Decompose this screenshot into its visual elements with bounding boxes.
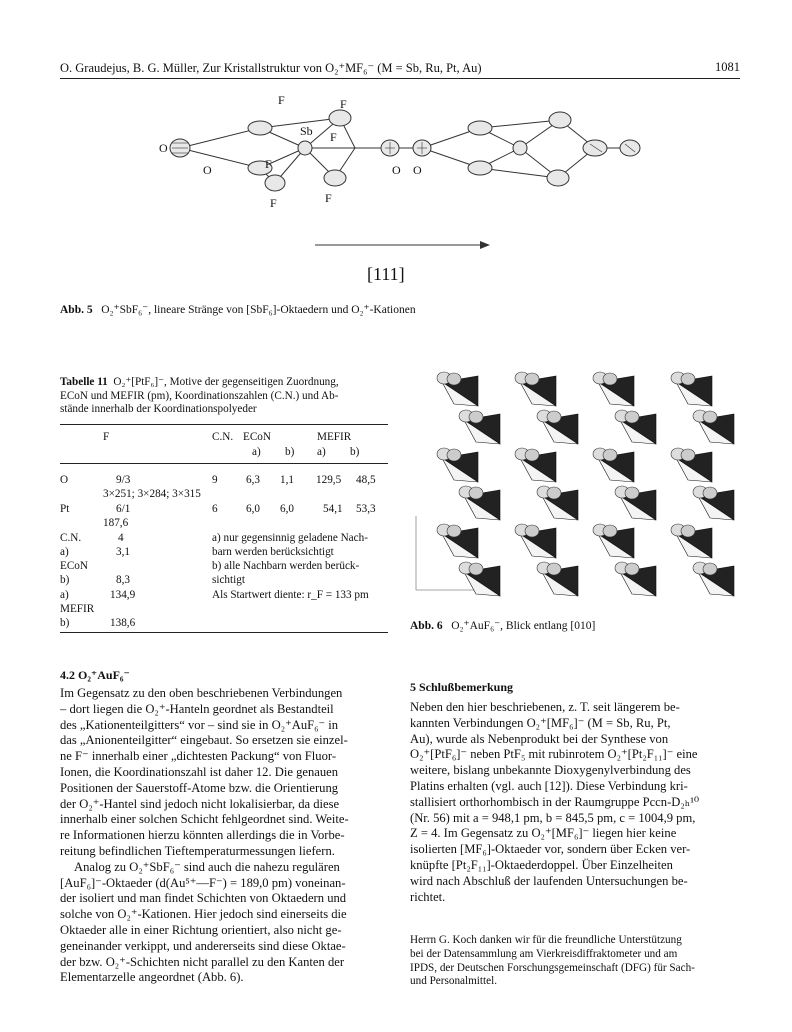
atom-label: F [330, 130, 337, 144]
octahedron-unit [615, 410, 656, 444]
row-label: a) [60, 589, 69, 601]
text-line: weitere, bislang unbekannte Dioxygenylverbindung des [410, 763, 691, 778]
octahedron-unit [515, 448, 556, 482]
octahedron-unit [437, 448, 478, 482]
col-header-mefir: MEFIR [317, 431, 352, 443]
octahedron-unit [537, 562, 578, 596]
text-line: der O₂⁺-Hantel sind jedoch nicht lokalisierbar, da diese [60, 796, 340, 811]
text-line: Platins erhalten (vgl. auch [12]). Diese Verbindung kri- [410, 778, 688, 793]
atom-label: F [265, 157, 272, 171]
cell-f: 134,9 [110, 589, 136, 601]
col-header-mefir-a: a) [317, 446, 326, 458]
caption-text: O₂⁺AuF₆⁻, Blick entlang [010] [451, 620, 596, 632]
text-line: Z = 4. Im Gegensatz zu O₂⁺[MF₆]⁻ liegen hier keine [410, 826, 677, 841]
text-line: [AuF₆]⁻-Oktaeder (d(Au⁵⁺—F⁻) = 189,0 pm) voneinan- [60, 875, 346, 890]
octahedron-unit [459, 486, 500, 520]
text-line: O₂⁺[PtF₆]⁻ neben PtF₅ mit rubinrotem O₂⁺[Pt₂F₁₁]⁻ eine [410, 747, 698, 762]
octahedron-unit [537, 486, 578, 520]
page-number: 1081 [715, 60, 740, 74]
cell-econ-a: 6,3 [246, 474, 260, 486]
text-line: reitung befindlichen Tieftemperaturmessungen liefern. [60, 843, 335, 858]
text-line: der isoliert und man findet Schichten von Oktaedern und [60, 891, 347, 906]
running-header [60, 60, 740, 76]
row-label: Pt [60, 503, 70, 515]
cell-cn: 6 [212, 503, 218, 515]
text-line: knüpfte [Pt₂F₁₁]-Oktaederdoppel. Über Einzelheiten [410, 857, 673, 872]
col-header-econ-b: b) [285, 446, 295, 458]
atom-label: O [203, 163, 212, 177]
caption-line: O₂⁺[PtF₆]⁻, Motive der gegenseitigen Zuordnung, [113, 376, 339, 388]
octahedron-unit [515, 524, 556, 558]
octahedron-unit [615, 486, 656, 520]
atom-label: F [340, 97, 347, 111]
table-11-caption [60, 376, 390, 417]
row-label: O [60, 474, 69, 486]
text-line: geneinander verkippt, und andererseits sind diese Oktae- [60, 938, 346, 953]
cell-f: 9/3 [116, 474, 131, 486]
octahedron-unit [693, 410, 734, 444]
table-footnote: barn werden berücksichtigt [212, 546, 334, 558]
ack-line: und Personalmittel. [410, 975, 498, 988]
text-line: – dort liegen die O₂⁺-Hanteln geordnet als Bestandteil [60, 701, 334, 716]
octahedron-unit [671, 448, 712, 482]
text-line: innerhalb einer solchen Schicht fehlgeordnet sind. Weite- [60, 812, 349, 827]
text-line: Positionen der Sauerstoff-Atome bzw. die Orientierung [60, 780, 339, 795]
figure-5-structure [140, 88, 660, 288]
atom-label: F [325, 191, 332, 205]
cell-mefir-b: 53,3 [356, 503, 376, 515]
table-top-rule [60, 424, 388, 425]
col-header-econ-a: a) [252, 446, 261, 458]
text-line: stallisiert orthorhombisch in der Raumgruppe Pccn-D₂ₕ¹⁰ [410, 794, 700, 809]
octahedron-unit [593, 448, 634, 482]
octahedron-unit [593, 372, 634, 406]
row-label: ECoN [60, 560, 88, 572]
octahedron-unit [693, 486, 734, 520]
cell-f: 4 [118, 532, 124, 544]
caption-line: ECoN und MEFIR (pm), Koordinationszahlen (C.N.) und Ab- [60, 389, 339, 402]
header-rule [60, 78, 740, 79]
octahedron-unit [593, 524, 634, 558]
cell-f: 3×251; 3×284; 3×315 [103, 488, 201, 500]
text-line: solche von O₂⁺-Kationen. Hier jedoch sind einerseits die [60, 907, 347, 922]
text-line: re Informationen hierzu könnten allerdings die in Vorbe- [60, 828, 345, 843]
caption-line: stände innerhalb der Koordinationspolyeder [60, 403, 257, 415]
text-line: Elementarzelle angeordnet (Abb. 6). [60, 970, 244, 985]
cell-econ-b: 1,1 [280, 474, 294, 486]
text-line: richtet. [410, 889, 446, 904]
atom-label: Sb [300, 124, 313, 138]
octahedron-unit [515, 372, 556, 406]
atom-label: F [278, 93, 285, 107]
cell-mefir-a: 129,5 [316, 474, 342, 486]
atom-label: F [270, 196, 277, 210]
text-line: Ionen, die Koordinationszahl ist daher 12. Die genauen [60, 764, 339, 779]
col-header-mefir-b: b) [350, 446, 360, 458]
ack-line: IPDS, der Deutschen Forschungsgemeinschaft (DFG) für Sach- [410, 961, 695, 974]
atom-label: O [413, 163, 422, 177]
row-label: b) [60, 574, 70, 586]
figure-6-caption [410, 618, 595, 632]
row-label: a) [60, 546, 69, 558]
table-footnote: sichtigt [212, 574, 245, 586]
text-line: das „Anionenteilgitter“ eingebaut. So ersetzen sie einzel- [60, 733, 348, 748]
cell-econ-b: 6,0 [280, 503, 294, 515]
caption-text: O₂⁺SbF₆⁻, lineare Stränge von [SbF₆]-Oktaedern und O₂⁺-Kationen [101, 304, 416, 316]
table-footnote: a) nur gegensinnig geladene Nach- [212, 532, 368, 544]
text-line: Au), wurde als Nebenprodukt bei der Synthese von [410, 731, 669, 746]
figure-6-structure [412, 366, 740, 606]
running-title: O. Graudejus, B. G. Müller, Zur Kristallstruktur von O₂⁺MF₆⁻ (M = Sb, Ru, Pt, Au) [60, 61, 482, 75]
octahedron-unit [671, 524, 712, 558]
figure-6-drawing [412, 366, 740, 606]
col-header-f: F [103, 431, 110, 443]
text-line: des „Kationenteilgitters“ vor – sind sie in O₂⁺AuF₆⁻ in [60, 717, 339, 732]
cell-mefir-b: 48,5 [356, 474, 376, 486]
octahedron-unit [693, 562, 734, 596]
figure-5-caption [60, 302, 416, 316]
ack-line: Herrn G. Koch danken wir für die freundliche Unterstützung [410, 934, 682, 946]
col-header-econ: ECoN [243, 431, 271, 443]
octahedron-unit [459, 562, 500, 596]
text-line: kannten Verbindungen O₂⁺[MF₆]⁻ (M = Sb, Ru, Pt, [410, 715, 671, 730]
text-line: Analog zu O₂⁺SbF₆⁻ sind auch die nahezu regulären [74, 859, 340, 874]
figure-5-drawing [140, 88, 660, 288]
text-line: Oktaeder alle in einer Richtung orientiert, also nicht ge- [60, 922, 342, 937]
octahedron-unit [437, 524, 478, 558]
cell-f: 3,1 [116, 546, 130, 558]
cell-f: 8,3 [116, 574, 130, 586]
octahedron-unit [437, 372, 478, 406]
table-header-rule [60, 463, 388, 464]
text-line: der bzw. O₂⁺-Schichten nicht parallel zu den Kanten der [60, 954, 345, 969]
octahedron-unit [671, 372, 712, 406]
text-line: (Nr. 56) mit a = 948,1 pm, b = 845,5 pm, c = 1004,9 pm, [410, 810, 696, 825]
atom-label: O [392, 163, 401, 177]
cell-cn: 9 [212, 474, 218, 486]
row-label: MEFIR [60, 603, 95, 615]
table-footnote: Als Startwert diente: r_F = 133 pm [212, 589, 369, 601]
acknowledgement [410, 934, 740, 989]
octahedron-unit [615, 562, 656, 596]
caption-label: Abb. 5 [60, 304, 93, 316]
cell-econ-a: 6,0 [246, 503, 260, 515]
cell-f: 187,6 [103, 517, 129, 529]
table-footnote: b) alle Nachbarn werden berück- [212, 560, 360, 572]
row-label: C.N. [60, 532, 82, 544]
section-4-2-heading: 4.2 O₂⁺AuF₆⁻ [60, 668, 130, 682]
cell-mefir-a: 54,1 [323, 503, 343, 515]
atom-label: O [159, 141, 168, 155]
direction-label: [111] [367, 264, 405, 284]
text-line: ne F⁻ innerhalb einer „dichtesten Packung“ von Fluor- [60, 749, 337, 764]
cell-f: 6/1 [116, 503, 131, 515]
caption-label: Abb. 6 [410, 620, 443, 632]
section-5-heading: 5 Schlußbemerkung [410, 680, 514, 694]
table-bottom-rule [60, 632, 388, 633]
section-4-2-body [60, 686, 388, 986]
text-line: Neben den hier beschriebenen, z. T. seit längerem be- [410, 700, 680, 714]
row-label: b) [60, 617, 70, 629]
section-5-body [410, 700, 740, 905]
text-line: Im Gegensatz zu den oben beschriebenen Verbindungen [60, 686, 343, 700]
col-header-cn: C.N. [212, 431, 234, 443]
octahedron-unit [537, 410, 578, 444]
caption-label: Tabelle 11 [60, 376, 108, 388]
ack-line: bei der Datensammlung am Vierkreisdiffraktometer und am [410, 947, 678, 960]
text-line: wird nach Abschluß der laufenden Untersuchungen be- [410, 873, 688, 888]
text-line: isolierten [MF₆]-Oktaeder vor, sondern über Ecken ver- [410, 842, 691, 857]
octahedron-unit [459, 410, 500, 444]
cell-f: 138,6 [110, 617, 136, 629]
